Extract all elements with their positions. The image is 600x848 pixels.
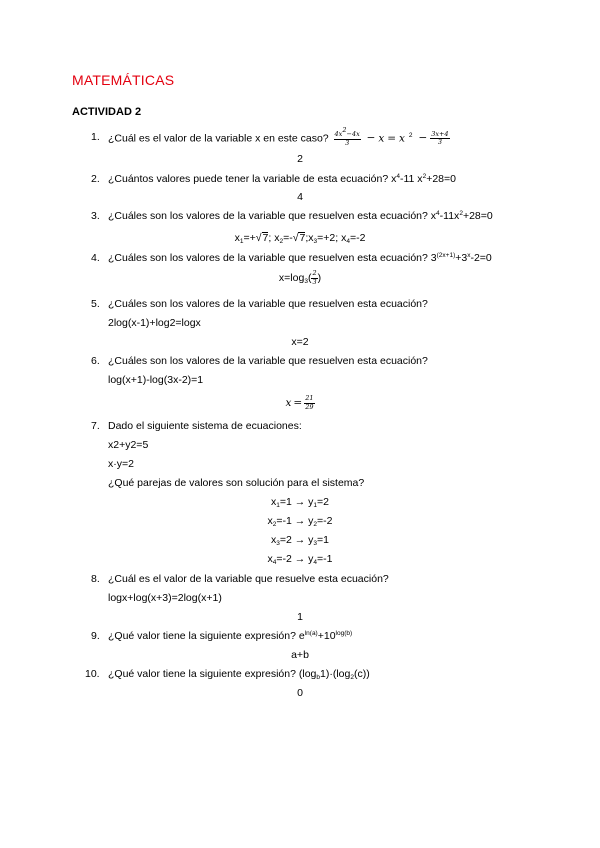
question-number: 5. bbox=[91, 298, 100, 310]
question-text: ¿Cuáles son los valores de la variable que resuelven esta ecuación? bbox=[108, 355, 428, 367]
answer: 1 bbox=[297, 611, 303, 623]
question-text: ¿Cuáles son los valores de la variable que resuelven esta ecuación? $3^{(2x+1)}+3^x-2=0$ bbox=[108, 252, 492, 264]
answer: x = $\frac{21}{29}$ bbox=[285, 394, 314, 411]
answer: $x=\log_3$( $\frac{2}{3}$ ) bbox=[278, 269, 322, 286]
answer-pair: $x_4=-2 \to y_4=-1$ bbox=[267, 553, 333, 566]
question-number: 8. bbox=[91, 573, 100, 585]
answer-pair: $x_3=2 \to y_3=1$ bbox=[270, 534, 330, 547]
answer-pair: $x_2=-1 \to y_2=-2$ bbox=[267, 515, 333, 528]
answer: $x_1=+√7$; $x_2=-√7;x_3=+2$; $x_4=-2$ bbox=[234, 232, 366, 245]
question-text: ¿Cuántos valores puede tener la variable de esta ecuación? $x^4-11$ $x^2+28=0$ bbox=[108, 173, 456, 185]
question-text: ¿Cuáles son los valores de la variable que resuelven esta ecuación? bbox=[108, 298, 428, 310]
question-number: 3. bbox=[91, 210, 100, 222]
question-number: 2. bbox=[91, 173, 100, 185]
question-number: 9. bbox=[91, 630, 100, 642]
question-text: ¿Qué parejas de valores son solución para el sistema? bbox=[108, 477, 365, 489]
fraction: $\frac{3x+4}{3}$ bbox=[431, 129, 449, 146]
question-text: ¿Qué valor tiene la siguiente expresión? $(\log_b1)\cdot(\log_2(c))$ bbox=[108, 668, 370, 681]
answer: 4 bbox=[297, 191, 303, 203]
question-text: ¿Qué valor tiene la siguiente expresión? $e^{ln(a)}+10^{log(b)}$ bbox=[108, 630, 353, 642]
equation-line: logx+log(x+3)=2log(x+1) bbox=[108, 592, 222, 604]
answer: x=2 bbox=[291, 336, 309, 348]
question-number: 7. bbox=[91, 420, 100, 432]
question-text: Dado el siguiente sistema de ecuaciones: bbox=[108, 420, 302, 432]
question-number: 1. bbox=[91, 131, 100, 143]
question-text: ¿Cuál es el valor de la variable x en este caso? $\frac{4x^2-4x}{3}$ − x = x $^2$ − $\frac{3x+4}{3}$ bbox=[108, 126, 449, 147]
equation-line: x2+y2=5 bbox=[108, 439, 149, 451]
equation-line: x·y=2 bbox=[108, 458, 134, 470]
question-number: 10. bbox=[85, 668, 100, 680]
question-number: 6. bbox=[91, 355, 100, 367]
question-number: 4. bbox=[91, 252, 100, 264]
question-text: ¿Cuáles son los valores de la variable que resuelven esta ecuación? $x^4-11x^2+28=0$ bbox=[108, 210, 493, 222]
page-title: MATEMÁTICAS bbox=[72, 72, 175, 88]
answer: 2 bbox=[297, 153, 303, 165]
activity-heading: ACTIVIDAD 2 bbox=[72, 106, 142, 118]
fraction: $\frac{4x^2-4x}{3}$ bbox=[334, 126, 360, 147]
answer: a+b bbox=[291, 649, 309, 661]
answer: 0 bbox=[297, 687, 303, 699]
answer-pair: $x_1=1 \to y_1=2$ bbox=[270, 496, 330, 509]
question-text: ¿Cuál es el valor de la variable que resuelve esta ecuación? bbox=[108, 573, 389, 585]
equation-line: log(x+1)-log(3x-2)=1 bbox=[108, 374, 204, 386]
equation-line: 2log(x-1)+log2=logx bbox=[108, 317, 201, 329]
